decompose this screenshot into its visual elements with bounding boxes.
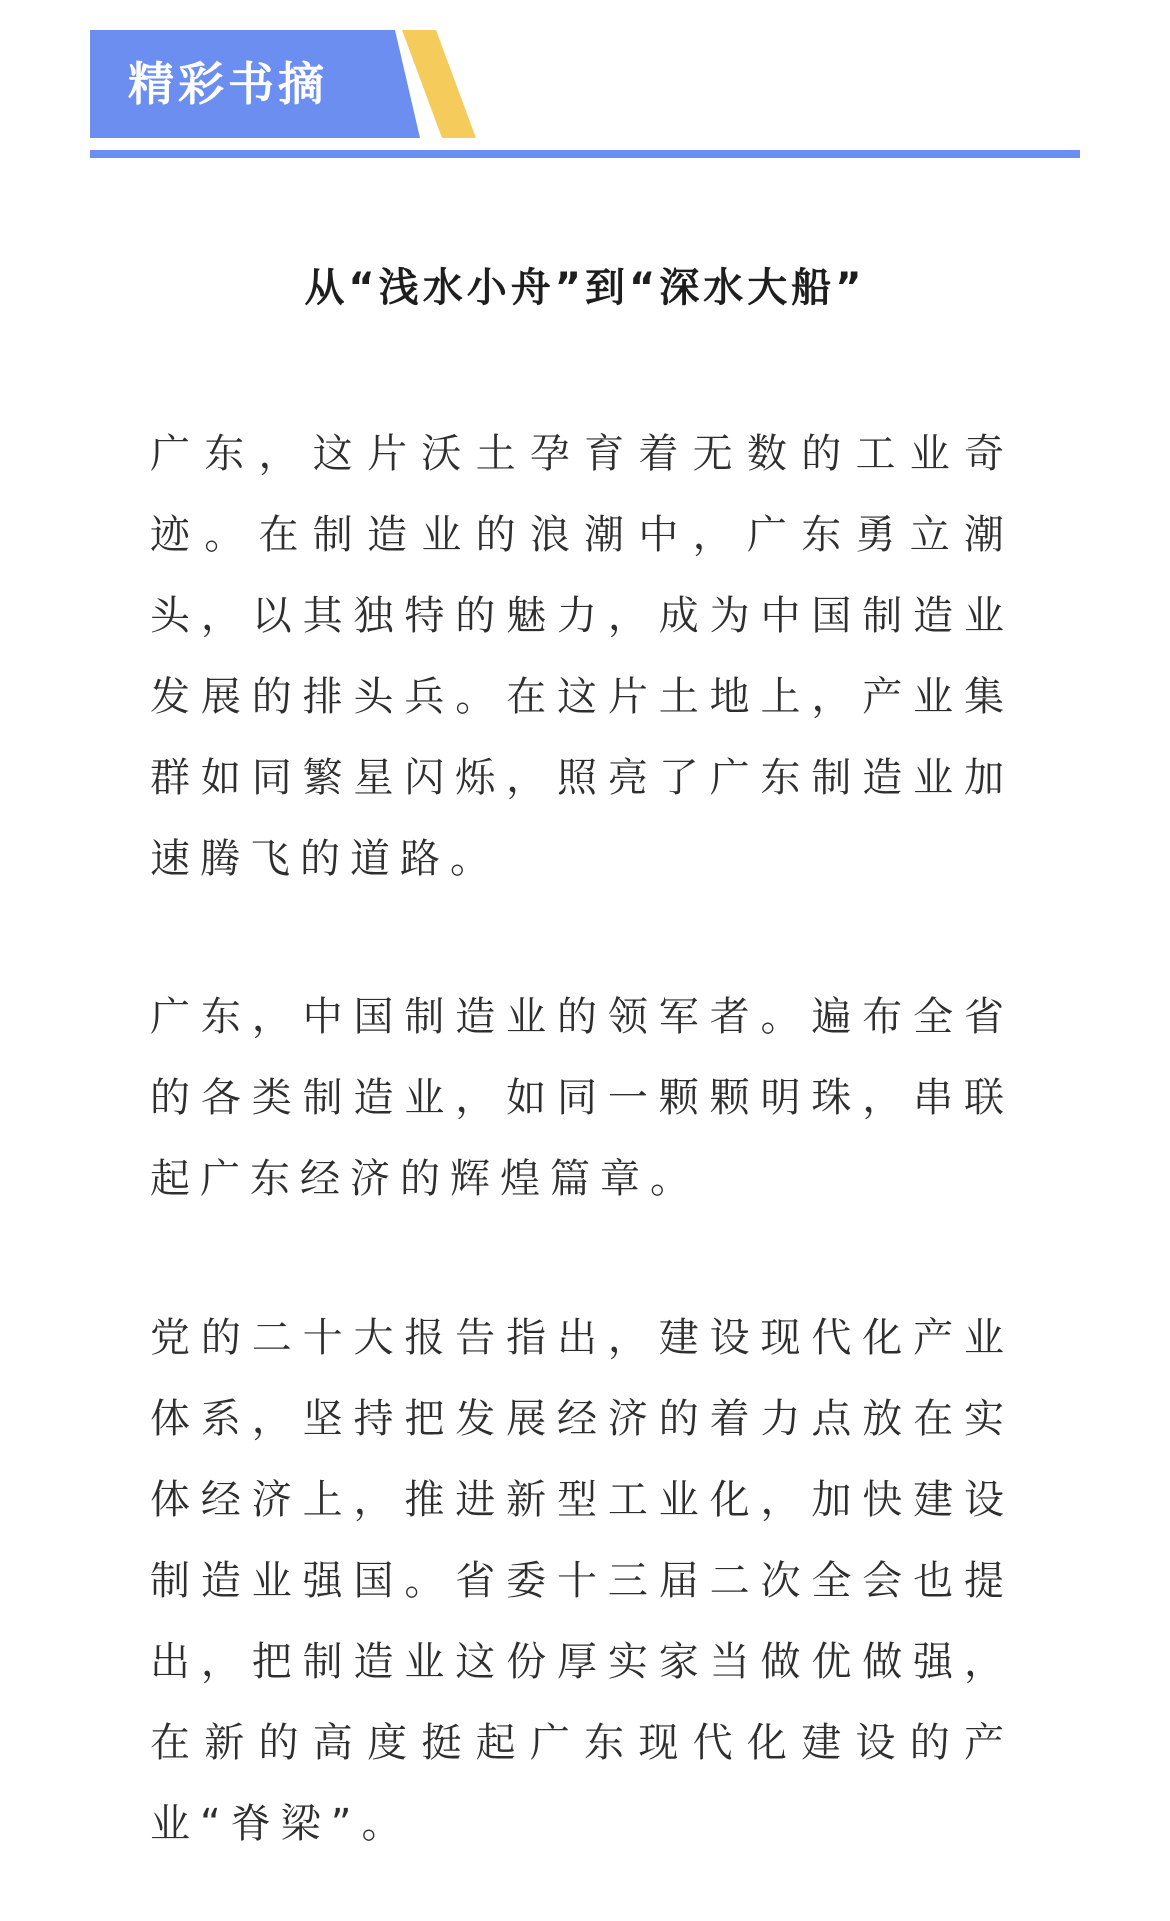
article-title: 从“浅水小舟”到“深水大船” [304, 265, 866, 311]
section-label: 精彩书摘 [128, 57, 328, 111]
header-divider [90, 150, 1080, 158]
article-paragraph-2: 广东，中国制造业的领军者。遍布全省的各类制造业，如同一颗颗明珠，串联起广东经济的辉煌篇章。 [150, 994, 1014, 1202]
article-paragraph-3: 党的二十大报告指出，建设现代化产业体系，坚持把发展经济的着力点放在实体经济上，推进新型工业化，加快建设制造业强国。省委十三届二次全会也提出，把制造业这份厚实家当做优做强，在新的高度挺起广东现代化建设的产业“脊梁”。 [150, 1315, 1014, 1847]
article-paragraph-1: 广东，这片沃土孕育着无数的工业奇迹。在制造业的浪潮中，广东勇立潮头，以其独特的魅力，成为中国制造业发展的排头兵。在这片土地上，产业集群如同繁星闪烁，照亮了广东制造业加速腾飞的道路。 [150, 431, 1014, 882]
section-header [90, 30, 1080, 160]
